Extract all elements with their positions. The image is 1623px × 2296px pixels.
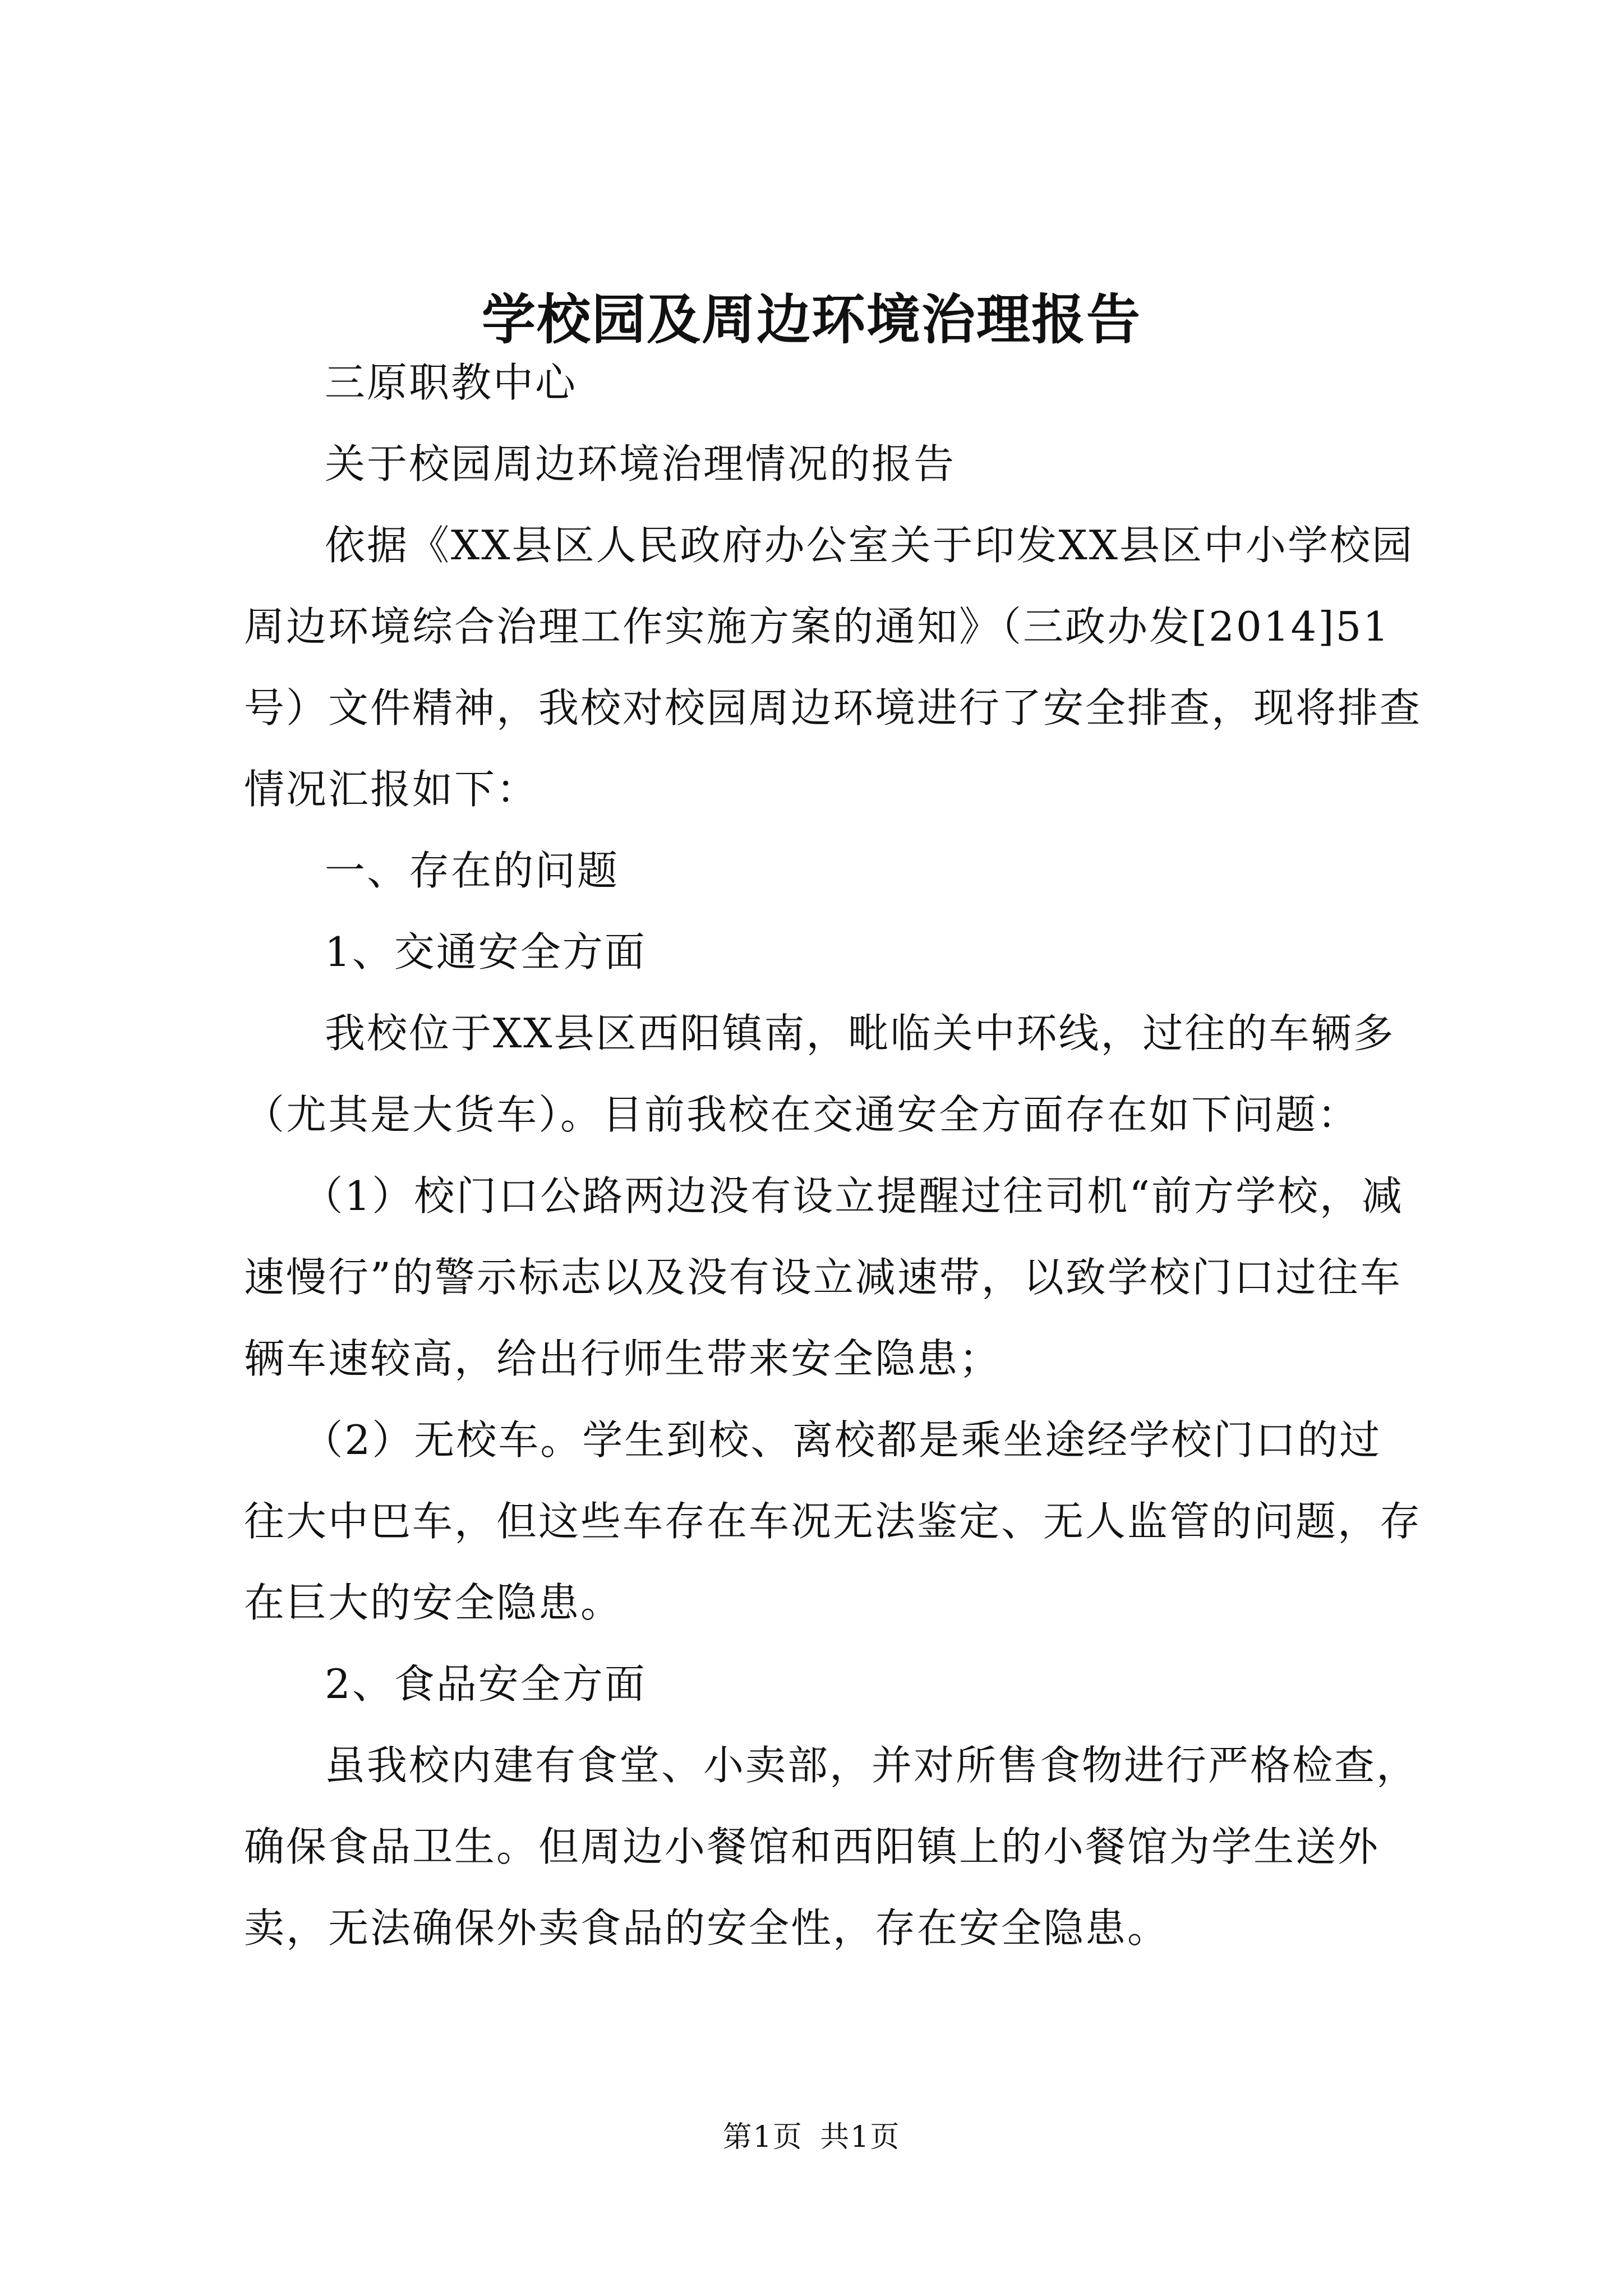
paragraph-basis: 依据《XX县区人民政府办公室关于印发XX县区中小学校园周边环境综合治理工作实施方案的通知》（三政办发[2014]51号）文件精神，我校对校园周边环境进行了安全排查，现将排查情况汇报如下： — [244, 522, 1422, 813]
document-body — [244, 342, 1422, 1969]
page-number: 第1页 — [722, 2120, 803, 2154]
paragraph-traffic-issue-1: （1）校门口公路两边没有设立提醒过往司机“前方学校，减速慢行”的警示标志以及没有设立减速带，以致学校门口过往车辆车速较高，给出行师生带来安全隐患； — [244, 1172, 1404, 1382]
page-total: 共1页 — [820, 2120, 901, 2154]
section-heading-problems: 一、存在的问题 — [325, 847, 620, 894]
subsection-heading-food: 2、食品安全方面 — [325, 1660, 647, 1708]
paragraph-organization: 三原职教中心 — [325, 359, 578, 406]
subsection-heading-traffic: 1、交通安全方面 — [325, 928, 647, 976]
document-title: 学校园及周边环境治理报告 — [482, 288, 1141, 351]
paragraph-traffic-issue-2: （2）无校车。学生到校、离校都是乘坐途经学校门口的过往大中巴车，但这些车存在车况无法鉴定、无人监管的问题，存在巨大的安全隐患。 — [244, 1416, 1422, 1626]
paragraph-food-safety: 虽我校内建有食堂、小卖部，并对所售食物进行严格检查，确保食品卫生。但周边小餐馆和西阳镇上的小餐馆为学生送外卖，无法确保外卖食品的安全性，存在安全隐患。 — [244, 1742, 1419, 1952]
paragraph-traffic-overview: 我校位于XX县区西阳镇南，毗临关中环线，过往的车辆多（尤其是大货车）。目前我校在交通安全方面存在如下问题： — [244, 1010, 1395, 1138]
page-footer — [0, 2118, 1623, 2157]
paragraph-report-subject: 关于校园周边环境治理情况的报告 — [325, 440, 956, 487]
